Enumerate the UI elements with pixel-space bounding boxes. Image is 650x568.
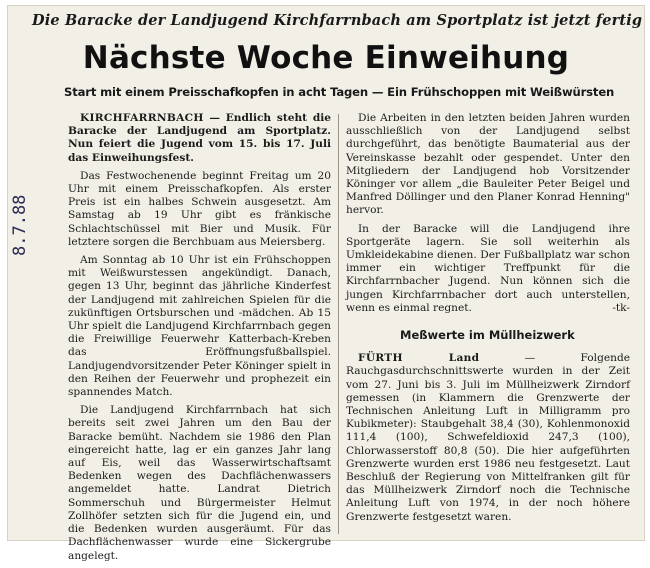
dateline: KIRCHFARRNBACH <box>80 112 204 124</box>
lead-paragraph <box>68 112 331 165</box>
left-column <box>68 112 331 568</box>
newspaper-clipping <box>8 6 644 562</box>
right-column <box>346 112 630 529</box>
lead-text: — Endlich steht die Baracke der Landjugend am Sportplatz. Nun feiert die Jugend vom 15. bis 17. Juli das Einweihungsfest. <box>68 112 331 164</box>
paragraph-volunteer-work: Die Arbeiten in den letzten beiden Jahren wurden ausschließlich von der Landjugend selbst durchgeführt, das benötigte Baumaterial aus der Vereinskasse bezahlt oder gespendet. Unter den Mitgliedern der Landjugend hob Vorsitzender Köninger vor allem „die Bauleiter Peter Beigel und Manfred Döllinger und den Planer Konrad Henning" hervor. <box>346 112 630 217</box>
article-subhead: Start mit einem Preisschafkopfen in acht Tagen — Ein Frühschoppen mit Weißwürsten <box>64 85 615 99</box>
paragraph-barracks-use <box>346 223 630 315</box>
paragraph-construction-history: Die Landjugend Kirchfarrnbach hat sich bereits seit zwei Jahren um den Bau der Baracke bemüht. Nachdem sie 1986 den Plan eingereicht hatte, lag er ein ganzes Jahr lang auf Eis, weil das Wasserwirtschaftsamt Bedenken wegen des Dachflächenwassers angemeldet hatte. Landrat Dietrich Sommerschuh und Bürgermeister Helmut Zollhöfer setzten sich für die Jugend ein, und die Bedenken wurden ausgeräumt. Für das Dachflächenwasser wurde eine Sickergrube angelegt. <box>68 404 331 562</box>
section-title: Meßwerte im Müllheizwerk <box>400 328 575 343</box>
paragraph-emission-values <box>346 352 630 524</box>
barracks-use-text: In der Baracke will die Landjugend ihre Sportgeräte lagern. Sie soll weiterhin als Umkleidekabine dienen. Der Fußballplatz war schon immer ein wichtiger Treffpunkt für die Kirchfarrnbacher Jugend. Nun können sich die jungen Kirchfarrnbacher dort auch unterstellen, wenn es einmal regnet. <box>346 222 630 314</box>
column-divider <box>338 114 339 534</box>
article-kicker: Die Baracke der Landjugend Kirchfarrnbach am Sportplatz ist jetzt fertig <box>32 12 643 29</box>
handwritten-date-note: 8.7.88 <box>10 194 30 256</box>
emission-text: — Folgende Rauchgasdurchschnittswerte wurden in der Zeit vom 27. Juni bis 3. Juli im Müllheizwerk Zirndorf gemessen (in Klammern die Grenzwerte der Technischen Anleitung Luft in Milligramm pro Kubikmeter): Staubgehalt 38,4 (30), Kohlenmonoxid 111,4 (100), Schwefeldioxid 247,3 (100), Chlorwasserstoff 80,8 (50). Die hier aufgeführten Grenzwerte wurden erst 1986 neu festgesetzt. Laut Beschluß der Regierung von Mittelfranken gilt für das Müllheizwerk Zirndorf noch die Technische Anleitung Luft von 1974, in der noch höhere Grenzwerte festgesetzt waren. <box>346 352 630 523</box>
paragraph-festival-schedule: Das Festwochenende beginnt Freitag um 20 Uhr mit einem Preisschafkopfen. Als erster Preis ist ein halbes Schwein ausgesetzt. Am Samstag ab 19 Uhr gibt es fränkische Schlachtschüssel mit Bier und Musik. Für letztere sorgen die Berchbuam aus Meiersberg. <box>68 169 331 248</box>
paragraph-sunday-program: Am Sonntag ab 10 Uhr ist ein Frühschoppen mit Weißwurstessen angekündigt. Danach, gegen 13 Uhr, beginnt das jährliche Kinderfest der Landjugend mit zahlreichen Spielen für die zukünftigen Ortsburschen und -mädchen. Ab 15 Uhr spielt die Landjugend Kirchfarrnbach gegen die Freiwillige Feuerwehr Katterbach-Kreben das Eröffnungsfußballspiel. Landjugendvorsitzender Peter Köninger spielt in den Reihen der Feuerwehr und prophezeit ein spannendes Match. <box>68 254 331 399</box>
author-signature: -tk- <box>612 301 630 314</box>
dateline-fuerth: FÜRTH Land <box>358 352 480 365</box>
article-headline: Nächste Woche Einweihung <box>82 40 570 76</box>
